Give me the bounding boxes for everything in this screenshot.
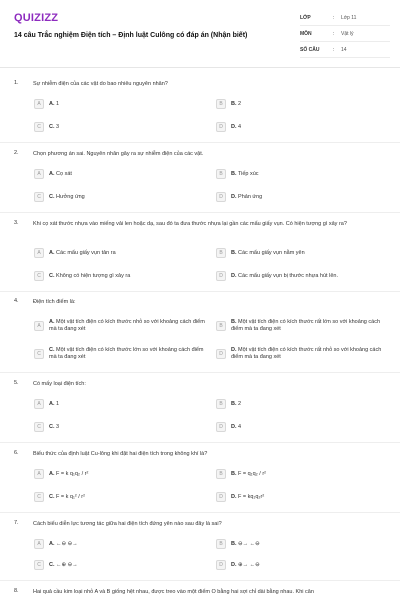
option-text [49, 250, 116, 257]
option-text [49, 319, 209, 333]
option-c[interactable] [34, 344, 209, 364]
option-text [231, 250, 305, 257]
option-letter: D [216, 560, 226, 570]
option-text [49, 273, 130, 280]
meta-value: Vật lý [341, 30, 354, 37]
option-letter: D [216, 271, 226, 281]
option-label: B. [231, 170, 237, 177]
option-text [49, 471, 88, 478]
option-value: ⊕→ ←⊖ [238, 561, 260, 568]
meta-separator: : [333, 30, 335, 37]
option-letter: C [34, 349, 44, 359]
question-text: Sự nhiễm điện của các vật do bao nhiêu nguyên nhân? [33, 81, 168, 87]
question-number: 2. [14, 150, 19, 156]
option-text [49, 541, 78, 548]
option-text [231, 494, 264, 501]
option-letter: C [34, 492, 44, 502]
option-letter: B [216, 99, 226, 109]
option-a[interactable] [34, 97, 209, 111]
option-d[interactable] [216, 190, 391, 204]
option-value: ←⊖ ⊖→ [56, 540, 78, 547]
meta-row-grade [300, 10, 390, 26]
option-text [49, 424, 59, 431]
option-b[interactable] [216, 397, 391, 411]
meta-table [300, 10, 390, 58]
question-text: Chọn phương án sai. Nguyên nhân gây ra sự nhiễm điện của các vật. [33, 151, 204, 157]
option-letter: B [216, 169, 226, 179]
option-value: Các mẩu giấy vụn tản ra [56, 249, 116, 256]
option-label: D. [231, 123, 237, 130]
option-b[interactable] [216, 537, 391, 551]
option-d[interactable] [216, 558, 391, 572]
option-a[interactable] [34, 467, 209, 481]
option-letter: B [216, 469, 226, 479]
option-letter: C [34, 122, 44, 132]
meta-separator: : [333, 14, 335, 21]
option-letter: D [216, 492, 226, 502]
option-label: B. [231, 540, 237, 547]
option-text [231, 101, 241, 108]
option-text [49, 171, 72, 178]
question-number: 8. [14, 588, 19, 594]
option-text [49, 194, 85, 201]
option-a[interactable] [34, 397, 209, 411]
option-value: F = k q₁q₂ / r² [56, 470, 89, 477]
option-b[interactable] [216, 246, 391, 260]
option-c[interactable] [34, 558, 209, 572]
meta-label: LỚP [300, 14, 311, 21]
divider [0, 442, 400, 443]
option-value: 3 [56, 123, 60, 130]
option-value: 2 [238, 400, 242, 407]
option-label: B. [231, 470, 237, 477]
option-letter: A [34, 248, 44, 258]
option-value: F = k q₁² / r² [56, 493, 85, 500]
option-text [49, 401, 59, 408]
option-letter: D [216, 349, 226, 359]
option-label: C. [49, 272, 55, 279]
question-number: 3. [14, 220, 19, 226]
option-value: Một vật tích điện có kích thước rất lớn so với khoảng cách điểm mà ta đang xét [231, 319, 381, 332]
option-value: ←⊕ ⊖→ [56, 561, 78, 568]
option-value: F = kq₁q₂r² [238, 493, 265, 500]
option-letter: B [216, 539, 226, 549]
option-b[interactable] [216, 467, 391, 481]
option-value: F = q₁q₂ / r² [238, 470, 267, 477]
option-value: 1 [56, 400, 60, 407]
option-label: C. [49, 347, 55, 353]
option-label: D. [231, 193, 237, 200]
option-b[interactable] [216, 167, 391, 181]
question-text: Khi cọ xát thước nhựa vào miếng vải len hoặc dạ, sau đó ta đưa thước nhựa lại gần các mẩu giấy vụn. Có hiện tượng gì xảy ra? [33, 221, 347, 227]
option-label: A. [49, 100, 55, 107]
option-text [231, 562, 260, 569]
question-text: Hai quả cầu kim loại nhỏ A và B giống hệt nhau, được treo vào một điểm O bằng hai sợi chỉ dài bằng nhau. Khi cân [33, 589, 314, 595]
option-text [49, 494, 85, 501]
option-label: A. [49, 400, 55, 407]
option-d[interactable] [216, 269, 391, 283]
option-value: 2 [238, 100, 242, 107]
option-label: D. [231, 347, 237, 353]
option-label: B. [231, 249, 237, 256]
option-d[interactable] [216, 420, 391, 434]
divider [0, 372, 400, 373]
meta-separator: : [333, 46, 335, 53]
option-label: A. [49, 170, 55, 177]
option-label: A. [49, 249, 55, 256]
option-value: Tiếp xúc [237, 170, 259, 177]
option-letter: B [216, 248, 226, 258]
meta-row-count [300, 42, 390, 58]
document-title: 14 câu Trắc nghiệm Điện tích – Định luật Culông có đáp án (Nhận biết) [14, 32, 248, 39]
option-value: Không có hiện tượng gì xảy ra [56, 272, 131, 279]
divider [0, 512, 400, 513]
option-b[interactable] [216, 97, 391, 111]
option-letter: C [34, 422, 44, 432]
meta-value: Lớp 11 [341, 14, 357, 21]
option-letter: A [34, 399, 44, 409]
option-value: Một vật tích điện có kích thước lớn so với khoảng cách điểm mà ta đang xét [49, 347, 204, 360]
option-value: Các mẩu giấy vụn nằm yên [238, 249, 305, 256]
option-c[interactable] [34, 420, 209, 434]
option-text [231, 194, 262, 201]
option-text [231, 401, 241, 408]
option-label: B. [231, 100, 237, 107]
question-number: 1. [14, 80, 19, 86]
option-label: A. [49, 540, 55, 547]
option-value: 3 [56, 423, 60, 430]
option-d[interactable] [216, 344, 391, 364]
option-letter: A [34, 469, 44, 479]
option-value: Cọ xát [56, 170, 72, 177]
option-text [231, 273, 338, 280]
option-letter: D [216, 422, 226, 432]
option-text [231, 319, 391, 333]
option-letter: C [34, 271, 44, 281]
option-letter: A [34, 169, 44, 179]
option-c[interactable] [34, 120, 209, 134]
divider [0, 212, 400, 213]
question-number: 6. [14, 450, 19, 456]
option-label: B. [231, 319, 237, 325]
option-value: 1 [56, 100, 60, 107]
option-value: Các mẩu giấy vụn bị thước nhựa hút lên. [238, 272, 338, 279]
option-letter: B [216, 321, 226, 331]
option-text [49, 101, 59, 108]
option-c[interactable] [34, 490, 209, 504]
meta-label: MÔN [300, 30, 312, 37]
option-label: C. [49, 561, 55, 568]
option-label: D. [231, 272, 237, 279]
question-number: 4. [14, 298, 19, 304]
question-number: 5. [14, 380, 19, 386]
option-letter: D [216, 122, 226, 132]
option-text [49, 562, 78, 569]
option-letter: D [216, 192, 226, 202]
divider [0, 291, 400, 292]
option-d[interactable] [216, 490, 391, 504]
meta-row-subject [300, 26, 390, 42]
option-text [49, 124, 59, 131]
option-letter: B [216, 399, 226, 409]
option-c[interactable] [34, 269, 209, 283]
divider [0, 142, 400, 143]
option-text [231, 471, 266, 478]
question-text: Biểu thức của định luật Cu-lông khi đặt hai điện tích trong không khí là? [33, 451, 208, 457]
option-text [231, 347, 391, 361]
divider [0, 580, 400, 581]
option-text [231, 171, 259, 178]
option-label: C. [49, 123, 55, 130]
option-value: 4 [238, 423, 242, 430]
option-letter: A [34, 539, 44, 549]
meta-label: SỐ CÂU [300, 46, 320, 53]
option-text [49, 347, 209, 361]
option-value: Một vật tích điện có kích thước rất nhỏ so với khoảng cách điểm mà ta đang xét [231, 347, 382, 360]
question-number: 7. [14, 520, 19, 526]
option-c[interactable] [34, 190, 209, 204]
question-text: Cách biểu diễn lực tương tác giữa hai điện tích đứng yên nào sau đây là sai? [33, 521, 222, 527]
option-value: Hưởng ứng [56, 193, 85, 200]
option-label: A. [49, 319, 55, 325]
option-label: D. [231, 561, 237, 568]
option-text [231, 541, 260, 548]
option-label: D. [231, 423, 237, 430]
option-value: ⊖→ ←⊖ [238, 540, 260, 547]
document-header [0, 0, 400, 68]
option-letter: A [34, 99, 44, 109]
option-label: D. [231, 493, 237, 500]
option-label: B. [231, 400, 237, 407]
question-text: Có mấy loại điện tích: [33, 381, 86, 387]
option-label: C. [49, 423, 55, 430]
option-text [231, 124, 241, 131]
option-value: Phản ứng [238, 193, 263, 200]
option-label: A. [49, 470, 55, 477]
option-letter: C [34, 560, 44, 570]
option-d[interactable] [216, 120, 391, 134]
quizizz-logo: QUIZIZZ [14, 12, 59, 24]
meta-value: 14 [341, 46, 347, 53]
option-a[interactable] [34, 537, 209, 551]
option-label: C. [49, 493, 55, 500]
question-text: Điện tích điểm là: [33, 299, 76, 305]
option-letter: C [34, 192, 44, 202]
option-letter: A [34, 321, 44, 331]
option-value: 4 [238, 123, 242, 130]
option-label: C. [49, 193, 55, 200]
option-text [231, 424, 241, 431]
option-b[interactable] [216, 316, 391, 336]
option-a[interactable] [34, 246, 209, 260]
option-value: Một vật tích điện có kích thước nhỏ so với khoảng cách điểm mà ta đang xét [49, 319, 205, 332]
option-a[interactable] [34, 316, 209, 336]
option-a[interactable] [34, 167, 209, 181]
